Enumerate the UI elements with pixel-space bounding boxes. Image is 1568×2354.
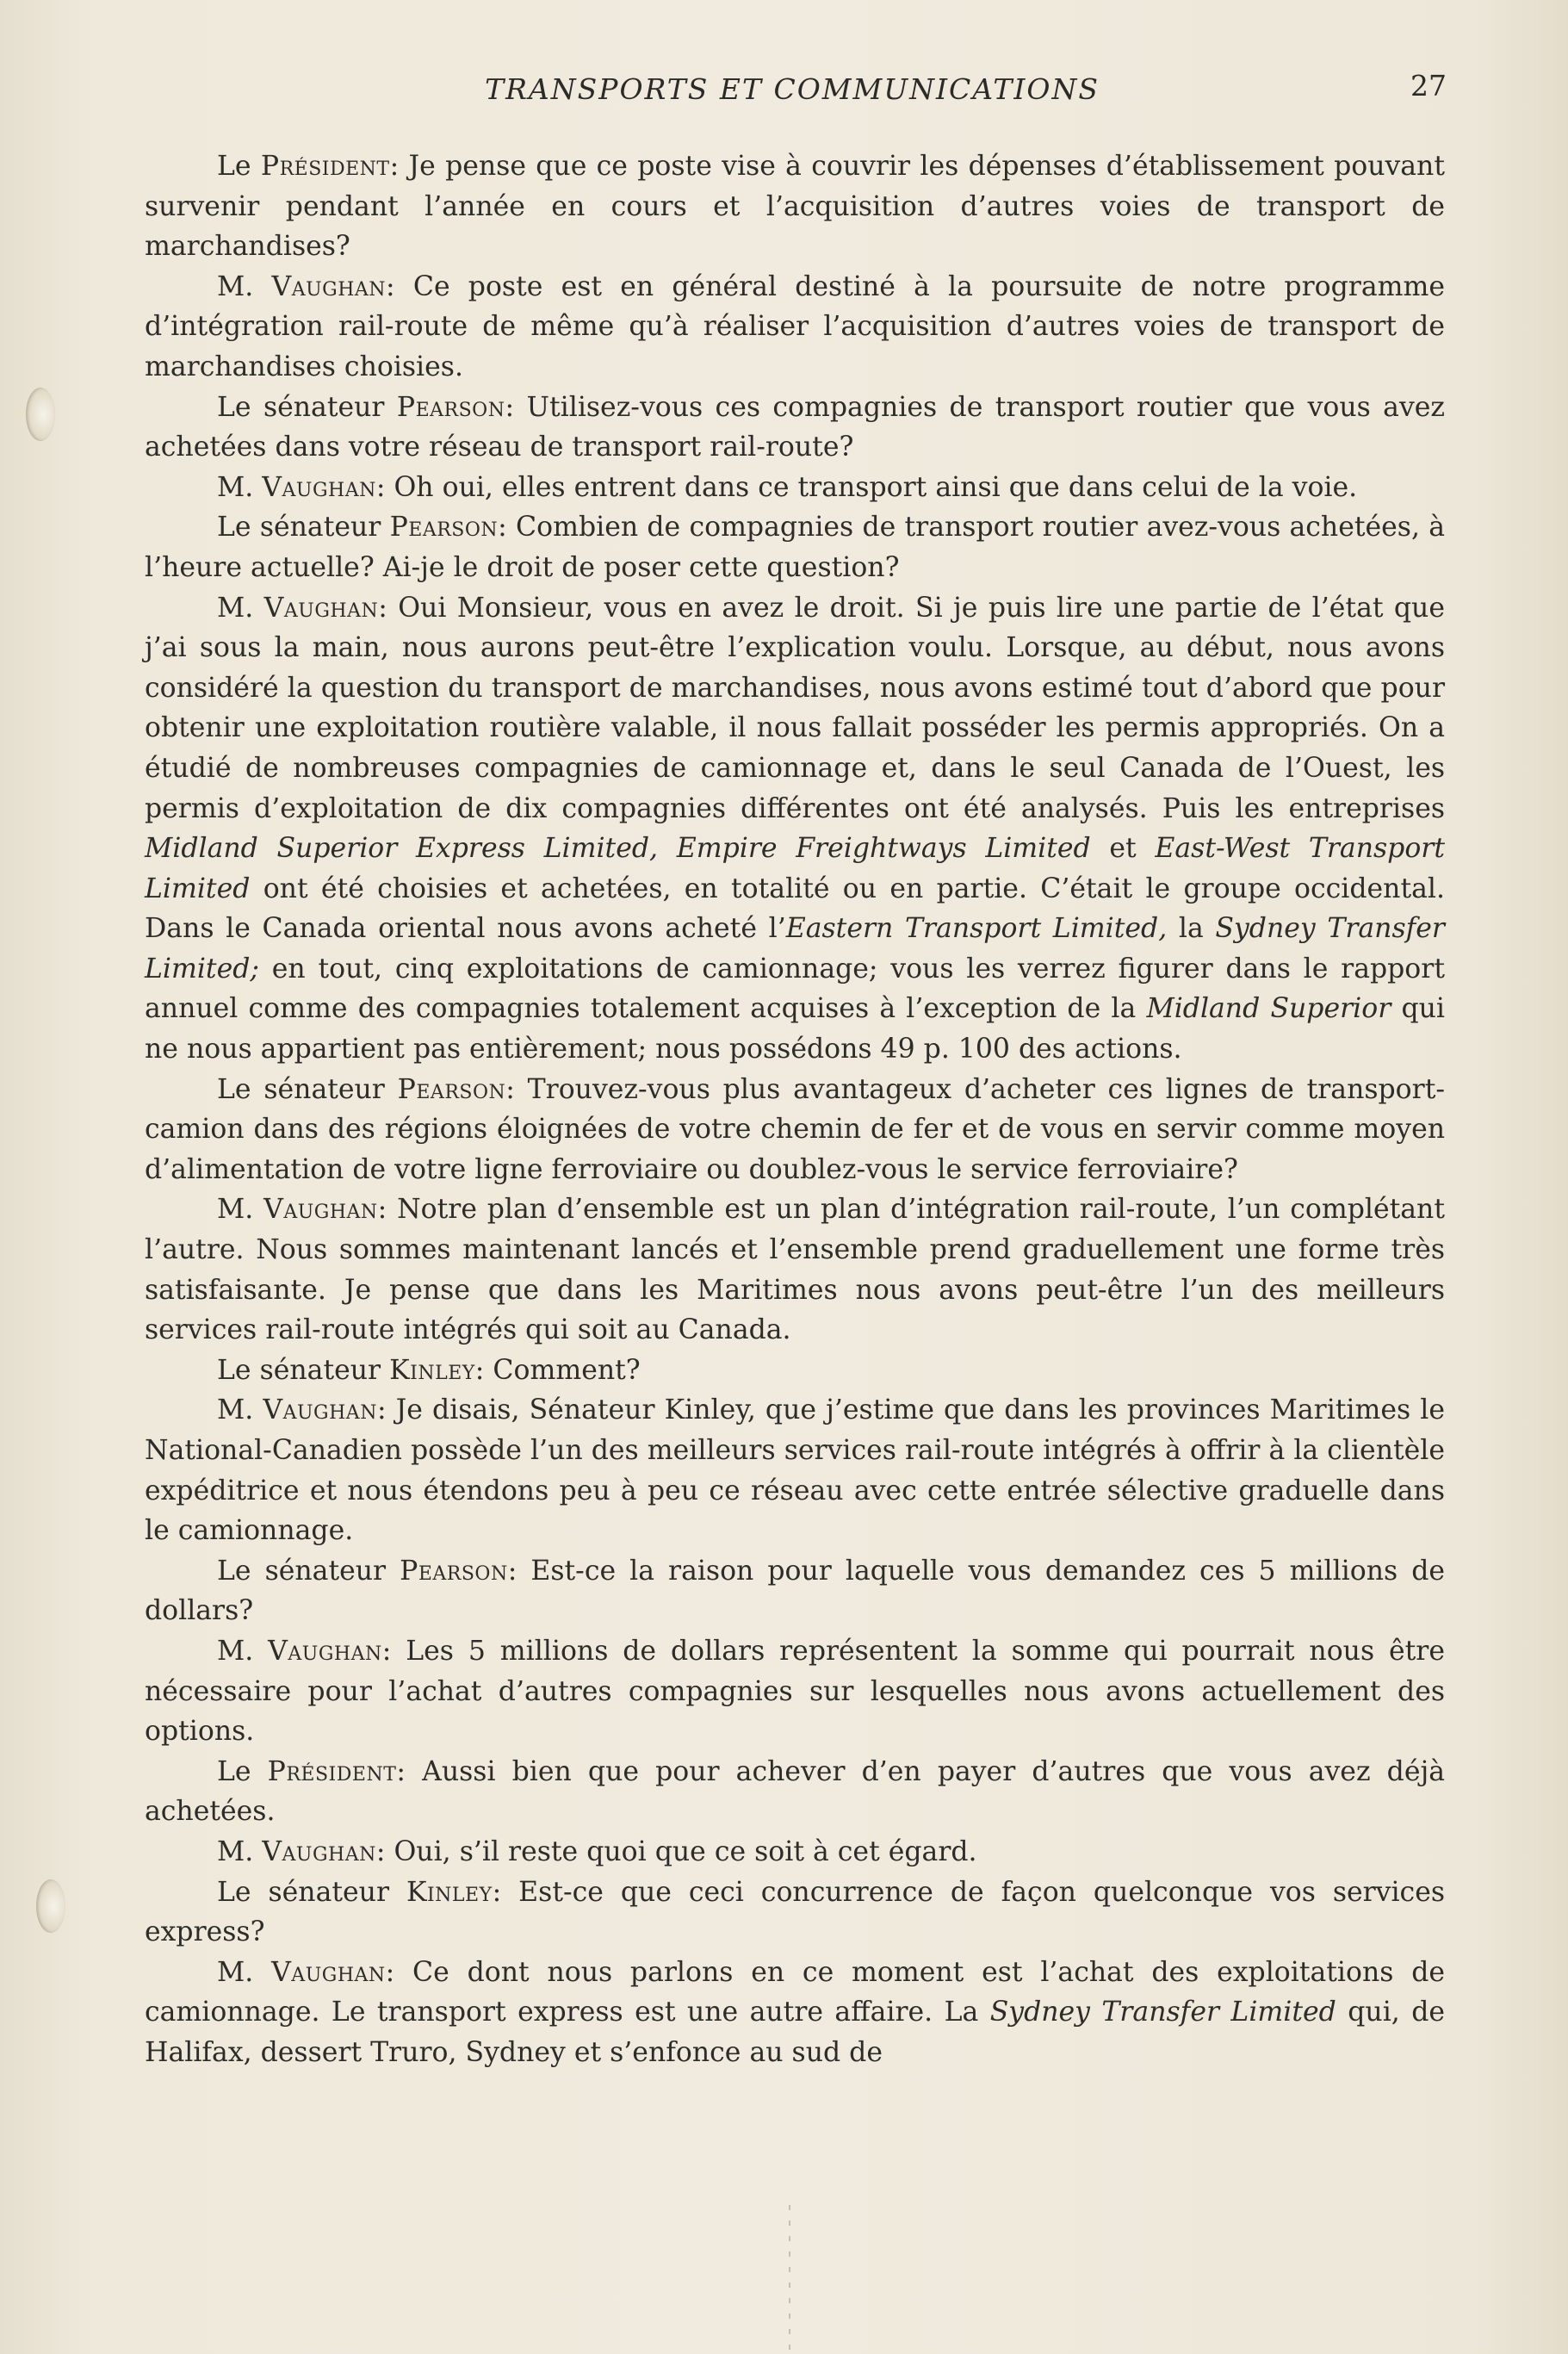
paragraph-text: : Je disais, Sénateur Kinley, que j’estime que dans les provinces Maritimes le National-Canadien possède l’un des meilleurs services rail-route intégrés à offrir à la clientèle expéditrice et nous étendons peu à peu ce réseau avec cette entrée sélective graduelle dans le camionnage. [145,1394,1446,1547]
speaker-prefix: M. [217,592,264,624]
company-name: Midland Superior Express Limited, Empire Freightways Limited [145,833,1091,865]
company-name: Sydney Transfer Limited [989,1997,1336,2028]
speaker-prefix: M. [217,471,263,503]
paragraph-kinley-2 [145,1873,1445,1953]
paragraph-text: : Comment? [474,1354,641,1386]
paragraph-text: : Oh oui, elles entrent dans ce transport ainsi que dans celui de la voie. [375,471,1358,503]
speaker-prefix: Le sénateur [217,1555,400,1587]
speaker-name: Président [260,151,390,182]
paragraph-text: : Les 5 millions de dollars représentent la somme qui pourrait nous être nécessaire pour l’achat d’autres compagnies sur lesquelles nous avons actuellement des options. [145,1635,1445,1748]
speaker-prefix: M. [217,1956,272,1988]
paragraph-vaughan-8 [145,1953,1445,2073]
speaker-prefix: Le [217,1755,268,1787]
paragraph-text: : Aussi bien que pour achever d’en payer d’autres que vous avez déjà achetées. [145,1755,1446,1828]
speaker-name: Pearson [397,1073,506,1105]
company-name: Midland Superior [1146,993,1391,1025]
speaker-prefix: M. [217,270,272,302]
speaker-name: Président [267,1755,397,1787]
running-head: TRANSPORTS ET COMMUNICATIONS [485,72,1100,106]
paragraph-vaughan-3 [145,588,1445,1070]
paragraph-text: : Je pense que ce poste vise à couvrir les dépenses d’établissement pouvant survenir pendant l’année en cours et l’acquisition d’autres voies de transport de marchandises? [145,151,1446,263]
page-number: 27 [1410,69,1447,102]
speaker-name: Vaughan [263,1194,378,1226]
paragraph-pearson-3 [145,1070,1445,1190]
company-name: East-West Transport Limited [145,833,1446,904]
paragraph-text: la [1167,913,1216,945]
paragraph-vaughan-2 [145,468,1445,508]
speaker-prefix: M. [217,1835,263,1867]
paragraph-pearson-1 [145,388,1445,468]
speaker-prefix: Le sénateur [217,1876,406,1908]
speaker-name: Kinley [406,1876,493,1908]
paragraph-vaughan-6 [145,1631,1445,1752]
page-body [145,146,1445,2073]
paragraph-text: : Oui, s’il reste quoi que ce soit à cet égard. [375,1835,977,1867]
paragraph-text: qui ne nous appartient pas entièrement; nous possédons 49 p. 100 des actions. [145,993,1445,1065]
company-name: Eastern Transport Limited, [785,913,1168,945]
speaker-name: Vaughan [263,592,379,624]
speaker-name: Pearson [396,391,505,423]
paragraph-president-1 [145,146,1445,267]
paragraph-text: : Ce poste est en général destiné à la poursuite de notre programme d’intégration rail-route de même qu’à réaliser l’acquisition d’autres voies de transport de marchandises choisies. [145,270,1445,382]
paragraph-president-2 [145,1752,1445,1832]
speaker-name: Pearson [400,1555,508,1587]
paragraph-vaughan-7 [145,1832,1445,1873]
paragraph-text: : Combien de compagnies de transport routier avez-vous achetées, à l’heure actuelle? Ai-je le droit de poser cette question? [145,512,1446,583]
paragraph-text: : Ce dont nous parlons en ce moment est l’achat des exploitations de camionnage. Le transport express est une autre affaire. La [145,1956,1445,2028]
speaker-name: Vaughan [263,1394,377,1426]
company-name: Sydney Transfer Limited; [145,913,1445,984]
paragraph-pearson-2 [145,507,1445,587]
paragraph-pearson-4 [145,1551,1445,1631]
paragraph-text: et [1090,833,1156,865]
speaker-name: Pearson [389,512,499,543]
page-fold-mark [789,2205,790,2351]
paragraph-text: ont été choisies et achetées, en totalité ou en partie. C’était le groupe occidental. Dans le Canada oriental nous avons acheté l’ [145,873,1445,945]
paragraph-text: : Notre plan d’ensemble est un plan d’intégration rail-route, l’un complétant l’autre. Nous sommes maintenant lancés et l’ensemble prend graduellement une forme très satisfaisante. Je pense que dans les Maritimes nous avons peut-être l’un des meilleurs services rail-route intégrés qui soit au Canada. [145,1194,1445,1346]
speaker-prefix: M. [217,1194,264,1226]
paragraph-text: : Utilisez-vous ces compagnies de transport routier que vous avez achetées dans votre réseau de transport rail-route? [145,391,1445,463]
paragraph-vaughan-5 [145,1390,1445,1550]
paragraph-vaughan-4 [145,1189,1445,1350]
speaker-prefix: M. [217,1394,263,1426]
paragraph-kinley-1 [145,1351,1445,1391]
paragraph-text: en tout, cinq exploitations de camionnage; vous les verrez figurer dans le rapport annuel comme des compagnies totalement acquises à l’exception de la [145,953,1445,1025]
paragraph-vaughan-1 [145,267,1445,388]
speaker-prefix: Le sénateur [217,1354,390,1386]
speaker-name: Vaughan [271,1956,386,1988]
page-header [138,69,1447,121]
speaker-name: Vaughan [262,471,376,503]
speaker-name: Kinley [389,1354,475,1386]
speaker-name: Vaughan [271,270,387,302]
paragraph-text: : Est-ce que ceci concurrence de façon quelconque vos services express? [145,1876,1446,1948]
paragraph-text: : Trouvez-vous plus avantageux d’acheter ces lignes de transport-camion dans des régions éloignées de votre chemin de fer et de vous en servir comme moyen d’alimentation de votre ligne ferroviaire ou doublez-vous le service ferroviaire? [145,1073,1446,1185]
paragraph-text: : Oui Monsieur, vous en avez le droit. Si je puis lire une partie de l’état que j’ai sous la main, nous aurons peut-être l’explication voulu. Lorsque, au début, nous avons considéré la question du transport de marchandises, nous avons estimé tout d’abord que pour obtenir une exploitation routière valable, il nous fallait posséder les permis appropriés. On a étudié de nombreuses compagnies de camionnage et, dans le seul Canada de l’Ouest, les permis d’exploitation de dix compagnies différentes ont été analysés. Puis les entreprises [145,592,1445,824]
speaker-prefix: Le sénateur [217,391,397,423]
speaker-name: Vaughan [268,1635,382,1667]
speaker-prefix: Le [217,151,261,182]
speaker-prefix: Le sénateur [217,1073,398,1105]
paragraph-text: qui, de Halifax, dessert Truro, Sydney et s’enfonce au sud de [145,1997,1446,2068]
speaker-prefix: Le sénateur [217,512,390,543]
speaker-name: Vaughan [262,1835,376,1867]
paragraph-text: : Est-ce la raison pour laquelle vous demandez ces 5 millions de dollars? [145,1555,1445,1627]
binder-hole-top [26,388,55,441]
speaker-prefix: M. [217,1635,269,1667]
binder-hole-bottom [36,1879,65,1933]
